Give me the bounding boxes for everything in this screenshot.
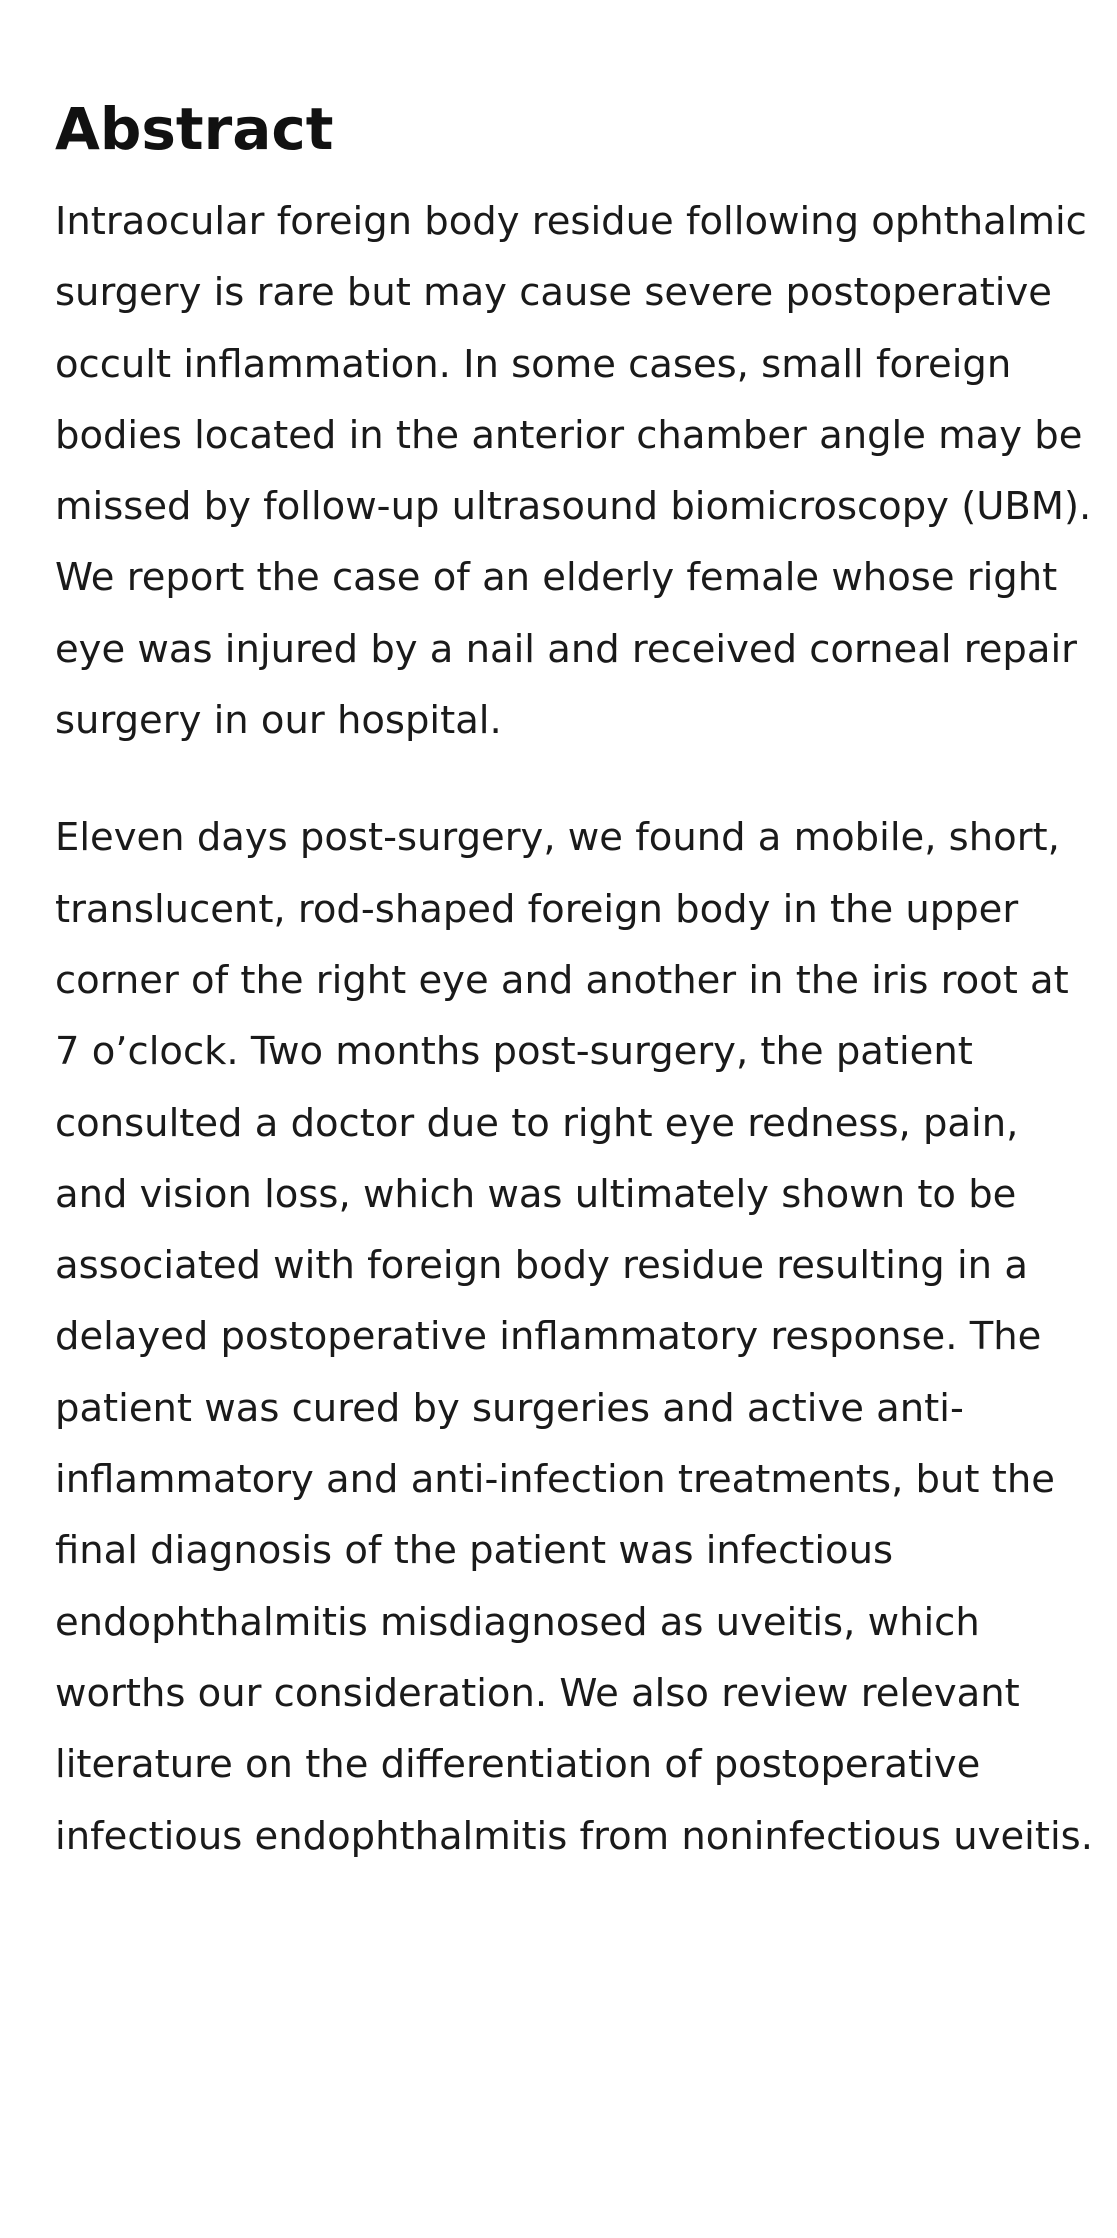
abstract-section — [55, 0, 1095, 1872]
abstract-paragraph-2: Eleven days post-surgery, we found a mobile, short, translucent, rod-shaped foreign body in the upper corner of the right eye and another in the iris root at 7 o’clock. Two months post-surgery, the patient consulted a doctor due to right eye redness, pain, and vision loss, which was ultimately shown to be associated with foreign body residue resulting in a delayed postoperative inflammatory response. The patient was cured by surgeries and active anti-inflammatory and anti-infection treatments, but the final diagnosis of the patient was infectious endophthalmitis misdiagnosed as uveitis, which worths our consideration. We also review relevant literature on the differentiation of postoperative infectious endophthalmitis from noninfectious uveitis. — [55, 815, 1093, 1859]
abstract-heading: Abstract — [55, 95, 334, 163]
abstract-paragraph-1: Intraocular foreign body residue following ophthalmic surgery is rare but may cause severe postoperative occult inflammation. In some cases, small foreign bodies located in the anterior chamber angle may be missed by follow-up ultrasound biomicroscopy (UBM). We report the case of an elderly female whose right eye was injured by a nail and received corneal repair surgery in our hospital. — [55, 199, 1092, 744]
